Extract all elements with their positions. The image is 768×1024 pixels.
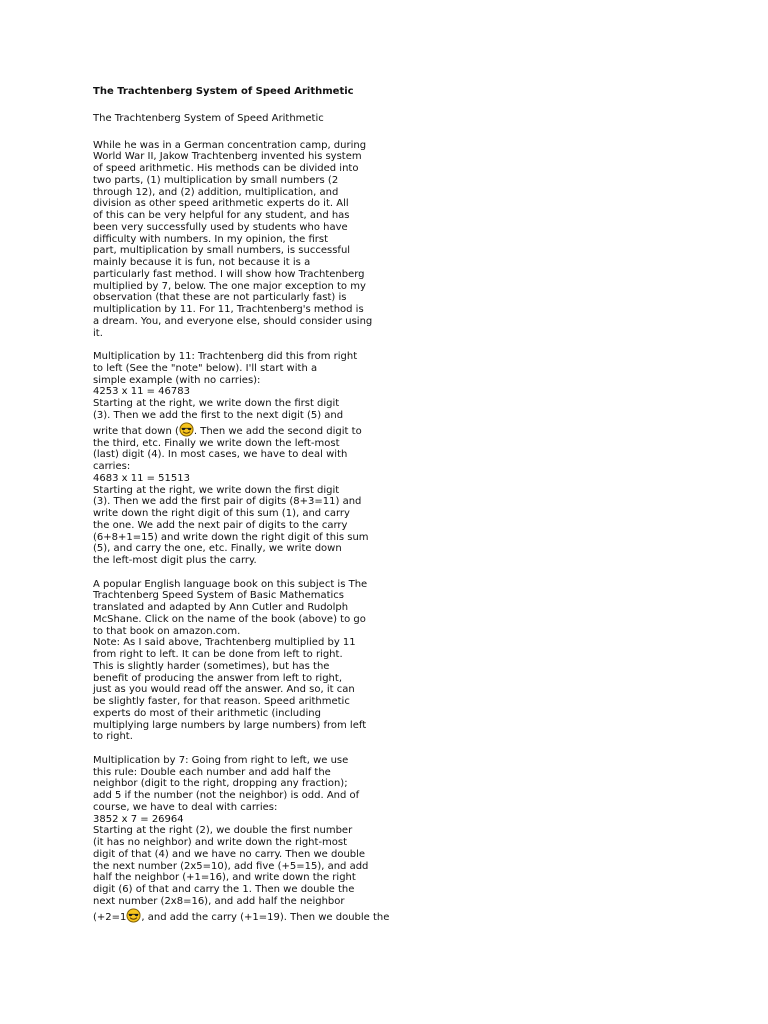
paragraph: [93, 351, 413, 567]
text-line-content: digit of that (4) and we have no carry. Then we double: [93, 848, 366, 860]
text-line-content: this rule: Double each number and add half the: [93, 766, 331, 778]
text-line-content: (3). Then we add the first pair of digits (8+3=11) and: [93, 496, 362, 508]
text-line: [93, 637, 413, 649]
text-line-content: the next number (2x5=10), add five (+5=15), and add: [93, 860, 369, 872]
text-line-content: simple example (with no carries):: [93, 374, 261, 386]
text-line-continuation: , and add the carry (+1=19). Then we double the: [141, 911, 390, 923]
text-line-content: write that down (: [93, 425, 179, 437]
text-line: [93, 316, 413, 328]
text-line: [93, 825, 413, 837]
text-line-content: A popular English language book on this subject is The: [93, 578, 368, 590]
text-line: [93, 896, 413, 908]
text-line: [93, 767, 413, 779]
text-line-content: particularly fast method. I will show how Trachtenberg: [93, 268, 365, 280]
text-line: [93, 304, 413, 316]
text-line-content: part, multiplication by small numbers, is successful: [93, 245, 351, 257]
text-line: [93, 908, 413, 924]
text-line-content: multiplying large numbers by large numbers) from left: [93, 719, 367, 731]
text-line-content: experts do most of their arithmetic (including: [93, 707, 321, 719]
text-line: [93, 508, 413, 520]
text-line: [93, 696, 413, 708]
text-line: [93, 163, 413, 175]
text-line-content: (3). Then we add the first to the next digit (5) and: [93, 409, 344, 421]
text-line-content: multiplied by 7, below. The one major exception to my: [93, 280, 366, 292]
text-line: [93, 375, 413, 387]
text-line-content: to left (See the "note" below). I'll start with a: [93, 362, 318, 374]
document-subtitle: The Trachtenberg System of Speed Arithmetic: [93, 112, 324, 124]
text-line-content: 4253 x 11 = 46783: [93, 386, 190, 398]
text-line-content: Multiplication by 11: Trachtenberg did this from right: [93, 351, 358, 362]
text-line: [93, 720, 413, 732]
text-line: [93, 398, 413, 410]
text-line: [93, 496, 413, 508]
text-line-content: of speed arithmetic. His methods can be divided into: [93, 163, 359, 174]
text-line: [93, 210, 413, 222]
text-line: [93, 461, 413, 473]
text-line: [93, 673, 413, 685]
text-line-content: division as other speed arithmetic experts do it. All: [93, 198, 349, 210]
text-line: [93, 449, 413, 461]
text-line: [93, 543, 413, 555]
text-line-content: carries:: [93, 461, 131, 472]
text-line: [93, 849, 413, 861]
text-line-content: translated and adapted by Ann Cutler and Rudolph: [93, 602, 349, 613]
text-line: [93, 579, 413, 591]
text-line: [93, 257, 413, 269]
text-line: [93, 708, 413, 720]
text-line-content: (5), and carry the one, etc. Finally, we write down: [93, 543, 342, 555]
text-line: [93, 422, 413, 438]
text-line: [93, 485, 413, 497]
text-line-content: a dream. You, and everyone else, should consider using: [93, 315, 373, 327]
text-line-content: neighbor (digit to the right, dropping any fraction);: [93, 778, 348, 790]
text-line: [93, 292, 413, 304]
text-line-content: difficulty with numbers. In my opinion, the first: [93, 233, 329, 245]
text-line: [93, 281, 413, 293]
text-line-content: 4683 x 11 = 51513: [93, 472, 190, 484]
text-line: [93, 222, 413, 234]
text-line-content: (+2=1: [93, 911, 127, 923]
sunglasses-smiley-icon: [126, 908, 141, 923]
text-line: [93, 626, 413, 638]
text-line: [93, 731, 413, 743]
text-line: [93, 198, 413, 210]
text-line: [93, 614, 413, 626]
text-line: [93, 684, 413, 696]
text-line-content: Multiplication by 7: Going from right to left, we use: [93, 754, 349, 766]
text-line-content: (it has no neighbor) and write down the right-most: [93, 837, 348, 848]
text-line-content: 3852 x 7 = 26964: [93, 813, 184, 825]
text-line-content: next number (2x8=16), and add half the neighbor: [93, 895, 345, 907]
text-line: [93, 351, 413, 363]
text-line: [93, 140, 413, 152]
text-line: [93, 814, 413, 826]
text-line-content: digit (6) of that and carry the 1. Then we double the: [93, 884, 355, 895]
text-line: [93, 245, 413, 257]
text-line: [93, 187, 413, 199]
text-line: [93, 555, 413, 567]
text-line: [93, 328, 413, 340]
text-line-content: two parts, (1) multiplication by small numbers (2: [93, 174, 339, 186]
text-line-content: to right.: [93, 731, 133, 743]
text-line-content: of this can be very helpful for any student, and has: [93, 210, 350, 221]
text-line-content: the one. We add the next pair of digits to the carry: [93, 519, 348, 531]
paragraph: [93, 140, 413, 340]
text-line: [93, 386, 413, 398]
text-line: [93, 520, 413, 532]
text-line-content: While he was in a German concentration camp, during: [93, 139, 367, 151]
document-title: The Trachtenberg System of Speed Arithmetic: [93, 86, 354, 97]
text-line-content: multiplication by 11. For 11, Trachtenberg's method is: [93, 304, 364, 315]
text-line: [93, 532, 413, 544]
text-line-content: Starting at the right (2), we double the first number: [93, 825, 353, 837]
text-line: [93, 234, 413, 246]
text-line: [93, 151, 413, 163]
text-line-content: McShane. Click on the name of the book (above) to go: [93, 613, 366, 625]
text-line-content: through 12), and (2) addition, multiplication, and: [93, 186, 339, 198]
text-line-content: Trachtenberg Speed System of Basic Mathematics: [93, 590, 344, 602]
text-line-content: write down the right digit of this sum (1), and carry: [93, 508, 350, 519]
text-line: [93, 661, 413, 673]
sunglasses-smiley-icon: [179, 422, 194, 437]
text-line-content: benefit of producing the answer from left to right,: [93, 672, 342, 684]
text-line: [93, 778, 413, 790]
text-line: [93, 269, 413, 281]
paragraph: [93, 579, 413, 744]
document-page: [93, 86, 413, 935]
text-line-continuation: . Then we add the second digit to: [193, 425, 362, 437]
text-line: [93, 473, 413, 485]
text-line-content: Note: As I said above, Trachtenberg multiplied by 11: [93, 637, 356, 649]
text-line: [93, 884, 413, 896]
text-line: [93, 872, 413, 884]
text-line-content: just as you would read off the answer. And so, it can: [93, 684, 355, 696]
text-line-content: (6+8+1=15) and write down the right digit of this sum: [93, 531, 369, 543]
text-line: [93, 802, 413, 814]
text-line-content: add 5 if the number (not the neighbor) is odd. And of: [93, 790, 360, 801]
text-line: [93, 363, 413, 375]
document-body: [93, 140, 413, 924]
text-line: [93, 175, 413, 187]
text-line-content: be slightly faster, for that reason. Speed arithmetic: [93, 696, 350, 707]
text-line: [93, 861, 413, 873]
text-line-content: been very successfully used by students who have: [93, 221, 348, 233]
text-line-content: World War II, Jakow Trachtenberg invented his system: [93, 151, 362, 163]
text-line-content: This is slightly harder (sometimes), but has the: [93, 660, 330, 672]
text-line: [93, 410, 413, 422]
text-line-content: mainly because it is fun, not because it is a: [93, 257, 311, 268]
text-line-content: from right to left. It can be done from left to right.: [93, 649, 343, 660]
text-line: [93, 602, 413, 614]
text-line-content: course, we have to deal with carries:: [93, 801, 278, 813]
text-line-content: Starting at the right, we write down the first digit: [93, 484, 340, 496]
text-line-content: observation (that these are not particularly fast) is: [93, 292, 347, 304]
text-line: [93, 837, 413, 849]
paragraph: [93, 755, 413, 924]
text-line-content: it.: [93, 327, 103, 339]
text-line-content: to that book on amazon.com.: [93, 625, 241, 637]
text-line-content: half the neighbor (+1=16), and write down the right: [93, 872, 356, 884]
text-line-content: the third, etc. Finally we write down the left-most: [93, 437, 340, 449]
text-line: [93, 649, 413, 661]
text-line-content: Starting at the right, we write down the first digit: [93, 398, 340, 409]
text-line: [93, 755, 413, 767]
text-line-content: the left-most digit plus the carry.: [93, 555, 257, 566]
text-line-content: (last) digit (4). In most cases, we have to deal with: [93, 449, 348, 461]
text-line: [93, 438, 413, 450]
text-line: [93, 590, 413, 602]
text-line: [93, 790, 413, 802]
